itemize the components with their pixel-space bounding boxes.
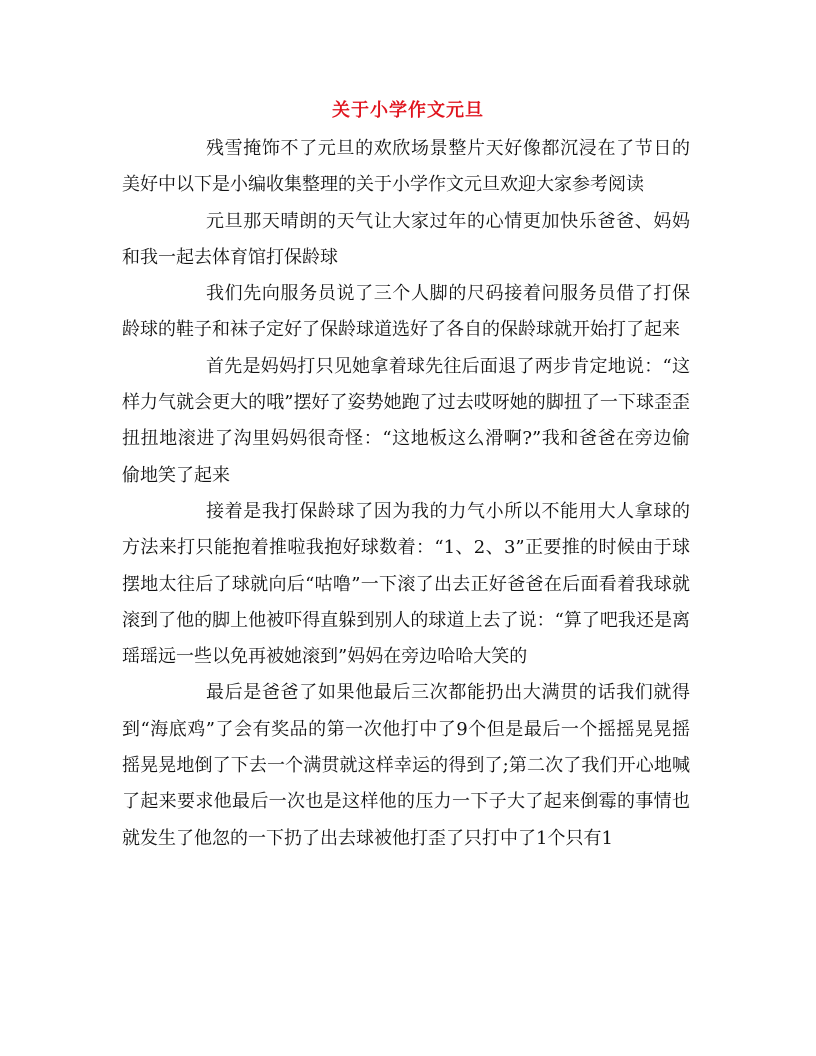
document-title: 关于小学作文元旦 [332, 100, 484, 121]
paragraph-shoes: 我们先向服务员说了三个人脚的尺码接着问服务员借了打保龄球的鞋子和袜子定好了保龄球道选好了各自的保龄球就开始打了起来 [122, 283, 690, 341]
paragraph-mom-turn: 首先是妈妈打只见她拿着球先往后面退了两步肯定地说：“这样力气就会更大的哦”摆好了姿势她跑了过去哎呀她的脚扭了一下球歪歪扭扭地滚进了沟里妈妈很奇怪：“这地板这么滑啊?”我和爸爸在旁边偷偷地笑了起来 [122, 355, 690, 486]
paragraph-intro: 残雪掩饰不了元旦的欢欣场景整片天好像都沉浸在了节日的美好中以下是小编收集整理的关于小学作文元旦欢迎大家参考阅读 [122, 138, 690, 196]
paragraph-weather: 元旦那天晴朗的天气让大家过年的心情更加快乐爸爸、妈妈和我一起去体育馆打保龄球 [122, 210, 690, 268]
document-body [122, 131, 690, 857]
paragraph-my-turn: 接着是我打保龄球了因为我的力气小所以不能用大人拿球的方法来打只能抱着推啦我抱好球数着：“1、2、3”正要推的时候由于球摆地太往后了球就向后“咕噜”一下滚了出去正好爸爸在后面看着我球就滚到了他的脚上他被吓得直躲到别人的球道上去了说：“算了吧我还是离瑶瑶远一些以免再被她滚到”妈妈在旁边哈哈大笑的 [122, 500, 690, 668]
paragraph-dad-turn: 最后是爸爸了如果他最后三次都能扔出大满贯的话我们就得到“海底鸡”了会有奖品的第一次他打中了9个但是最后一个摇摇晃晃摇摇晃晃地倒了下去一个满贯就这样幸运的得到了;第二次了我们开心地喊了起来要求他最后一次也是这样他的压力一下子大了起来倒霉的事情也就发生了他忽的一下扔了出去球被他打歪了只打中了1个只有1 [122, 682, 690, 849]
